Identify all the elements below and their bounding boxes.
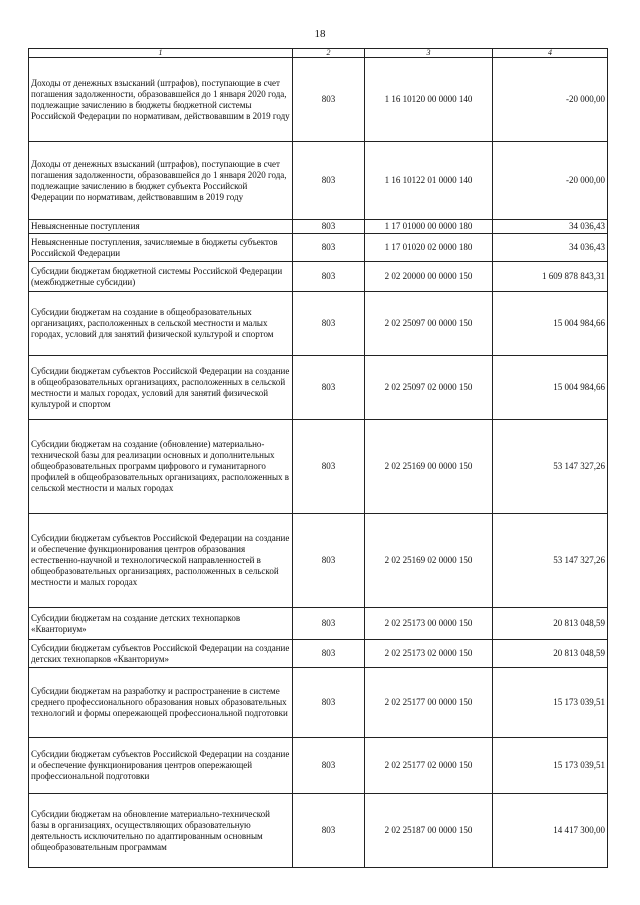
table-row (29, 356, 608, 420)
row-name: Доходы от денежных взысканий (штрафов), поступающие в счет погашения задолженности, образовавшейся до 1 января 2020 года, подлежащие зачислению в бюджеты бюджетной системы Российской Федерации по нормативам, действовавшим в 2019 году (29, 58, 293, 142)
row-amount: 15 004 984,66 (493, 292, 608, 356)
table-row (29, 220, 608, 234)
budget-revenue-table (28, 48, 608, 868)
row-admin-code: 803 (293, 794, 365, 868)
row-budget-code: 1 16 10122 01 0000 140 (365, 142, 493, 220)
table-row (29, 794, 608, 868)
row-name: Субсидии бюджетам на обновление материально-технической базы в организациях, осуществляющих образовательную деятельность исключительно по адаптированным основным общеобразовательным программам (29, 794, 293, 868)
row-amount: 15 173 039,51 (493, 668, 608, 738)
row-admin-code: 803 (293, 234, 365, 262)
table-row (29, 58, 608, 142)
row-budget-code: 2 02 25177 00 0000 150 (365, 668, 493, 738)
table-row (29, 608, 608, 640)
row-budget-code: 1 17 01000 00 0000 180 (365, 220, 493, 234)
row-amount: -20 000,00 (493, 142, 608, 220)
row-budget-code: 2 02 25173 02 0000 150 (365, 640, 493, 668)
row-name: Субсидии бюджетам субъектов Российской Федерации на создание и обеспечение функционирования центров опережающей профессиональной подготовки (29, 738, 293, 794)
row-amount: 15 004 984,66 (493, 356, 608, 420)
row-budget-code: 2 02 25169 00 0000 150 (365, 420, 493, 514)
table-row (29, 514, 608, 608)
table-row (29, 668, 608, 738)
row-name: Субсидии бюджетам на разработку и распространение в системе среднего профессионального образования новых образовательных технологий и формы опережающей профессиональной подготовки (29, 668, 293, 738)
row-name: Субсидии бюджетам на создание детских технопарков «Кванториум» (29, 608, 293, 640)
column-header-amount: 4 (493, 49, 608, 58)
row-admin-code: 803 (293, 58, 365, 142)
table-row (29, 420, 608, 514)
row-name: Субсидии бюджетам на создание (обновление) материально-технической базы для реализации основных и дополнительных общеобразовательных программ цифрового и гуманитарного профилей в общеобразовательных организациях, расположенных в сельской местности и малых городах (29, 420, 293, 514)
table-row (29, 234, 608, 262)
table-row (29, 262, 608, 292)
row-admin-code: 803 (293, 640, 365, 668)
row-admin-code: 803 (293, 608, 365, 640)
row-admin-code: 803 (293, 220, 365, 234)
column-header-name: 1 (29, 49, 293, 58)
table-row (29, 292, 608, 356)
row-name: Невыясненные поступления (29, 220, 293, 234)
row-budget-code: 2 02 25177 02 0000 150 (365, 738, 493, 794)
row-admin-code: 803 (293, 668, 365, 738)
row-name: Невыясненные поступления, зачисляемые в бюджеты субъектов Российской Федерации (29, 234, 293, 262)
row-amount: 34 036,43 (493, 234, 608, 262)
row-admin-code: 803 (293, 514, 365, 608)
row-admin-code: 803 (293, 292, 365, 356)
row-amount: 1 609 878 843,31 (493, 262, 608, 292)
row-name: Субсидии бюджетам субъектов Российской Федерации на создание и обеспечение функционирования центров образования естественно-научной и технологической направленностей в общеобразовательных организациях, расположенных в сельской местности и малых городах (29, 514, 293, 608)
row-budget-code: 2 02 25097 02 0000 150 (365, 356, 493, 420)
row-amount: 14 417 300,00 (493, 794, 608, 868)
row-admin-code: 803 (293, 356, 365, 420)
row-budget-code: 2 02 25169 02 0000 150 (365, 514, 493, 608)
row-budget-code: 1 17 01020 02 0000 180 (365, 234, 493, 262)
row-amount: 53 147 327,26 (493, 420, 608, 514)
row-amount: -20 000,00 (493, 58, 608, 142)
row-admin-code: 803 (293, 420, 365, 514)
row-budget-code: 1 16 10120 00 0000 140 (365, 58, 493, 142)
page-number: 18 (314, 28, 326, 40)
table-row (29, 738, 608, 794)
row-budget-code: 2 02 25097 00 0000 150 (365, 292, 493, 356)
row-budget-code: 2 02 20000 00 0000 150 (365, 262, 493, 292)
row-budget-code: 2 02 25187 00 0000 150 (365, 794, 493, 868)
table-row (29, 640, 608, 668)
row-amount: 20 813 048,59 (493, 608, 608, 640)
table-header-row (29, 49, 608, 58)
row-amount: 53 147 327,26 (493, 514, 608, 608)
row-admin-code: 803 (293, 738, 365, 794)
row-admin-code: 803 (293, 142, 365, 220)
column-header-admin: 2 (293, 49, 365, 58)
table-row (29, 142, 608, 220)
row-admin-code: 803 (293, 262, 365, 292)
column-header-code: 3 (365, 49, 493, 58)
row-amount: 20 813 048,59 (493, 640, 608, 668)
row-name: Субсидии бюджетам субъектов Российской Федерации на создание детских технопарков «Кванториум» (29, 640, 293, 668)
row-name: Субсидии бюджетам бюджетной системы Российской Федерации (межбюджетные субсидии) (29, 262, 293, 292)
row-name: Доходы от денежных взысканий (штрафов), поступающие в счет погашения задолженности, образовавшейся до 1 января 2020 года, подлежащие зачислению в бюджет субъекта Российской Федерации по нормативам, действовавшим в 2019 году (29, 142, 293, 220)
row-name: Субсидии бюджетам субъектов Российской Федерации на создание в общеобразовательных организациях, расположенных в сельской местности и малых городах, условий для занятий физической культурой и спортом (29, 356, 293, 420)
row-name: Субсидии бюджетам на создание в общеобразовательных организациях, расположенных в сельской местности и малых городах, условий для занятий физической культурой и спортом (29, 292, 293, 356)
row-amount: 34 036,43 (493, 220, 608, 234)
row-budget-code: 2 02 25173 00 0000 150 (365, 608, 493, 640)
row-amount: 15 173 039,51 (493, 738, 608, 794)
